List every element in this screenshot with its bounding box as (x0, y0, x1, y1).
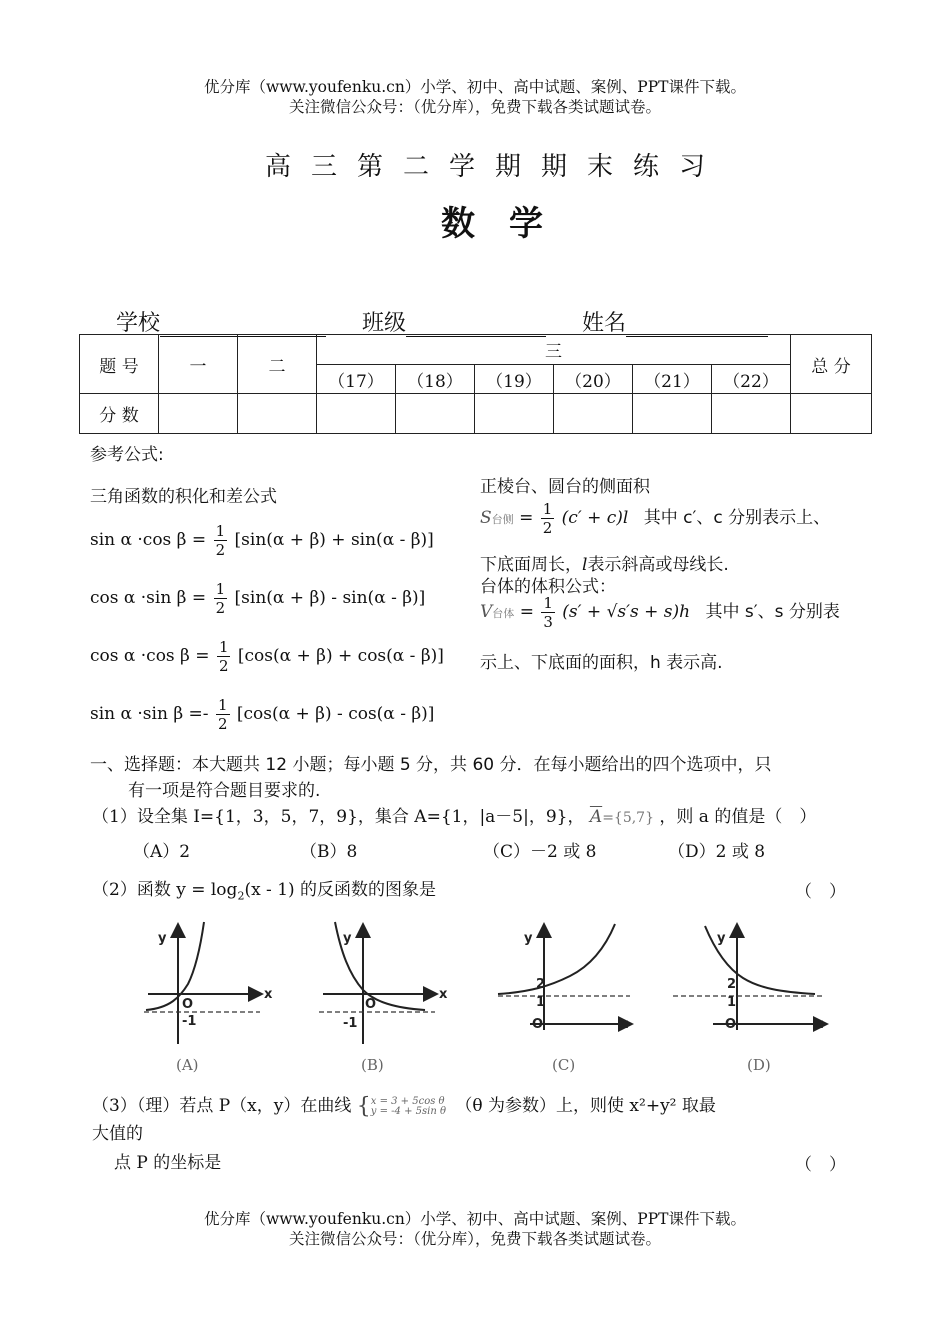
school-label: 学校 (116, 311, 161, 336)
header-q20: （20） (554, 365, 633, 394)
half-den: 2 (215, 599, 226, 617)
header-total: 总 分 (791, 335, 872, 394)
formula-4 (90, 696, 434, 733)
half-num: 1 (217, 696, 228, 714)
q1-option-d[interactable]: （D）2 或 8 (668, 842, 766, 862)
score-cell[interactable] (712, 394, 791, 434)
q1-option-a[interactable]: （A）2 (133, 842, 191, 862)
mark-2-label: 2 (536, 977, 546, 992)
q1-text: （1）设全集 I={1，3，5，7，9}，集合 A={1，|a－5|，9}， (92, 807, 585, 827)
formulas-heading: 参考公式: (90, 445, 164, 465)
y-label: y (524, 931, 533, 946)
formula-1-lhs: sin α ·cos β = (90, 530, 207, 550)
header-part-2: 二 (238, 335, 317, 394)
question-3: （3）（理）若点 P（x，y）在曲线 { x = 3 + 5cos θ y = -4 + 5sin θ （θ 为参数）上，则使 x²+y² 取最 (92, 1093, 716, 1119)
third-num: 1 (543, 594, 553, 612)
s-note: 其中 c′、c 分别表示上、 (643, 508, 831, 528)
formula-4-rhs: [cos(α + β) - cos(α - β)] (236, 704, 435, 724)
header-part-1: 一 (159, 335, 238, 394)
y-label: y (717, 931, 726, 946)
exam-subject: 数学 (441, 204, 577, 244)
question-1 (92, 804, 816, 831)
section-1-line1: 一、选择题：本大题共 12 小题；每小题 5 分，共 60 分．在每小题给出的四个选项中，只 (90, 755, 772, 775)
s-note3: 表示斜高或母线长. (587, 555, 729, 575)
footer-line-1: 优分库（www.youfenku.cn）小学、初中、高中试题、案例、PPT课件下载。 (203, 1210, 747, 1228)
x-label: x (620, 1017, 629, 1032)
q3-answer-paren[interactable]: （ ） (795, 1155, 846, 1175)
header-q19: （19） (475, 365, 554, 394)
graph-d[interactable] (665, 912, 865, 1082)
score-cell[interactable] (475, 394, 554, 434)
q1-complement: $\overline{A}$ (589, 807, 603, 827)
formula-1-rhs: [sin(α + β) + sin(α - β)] (234, 530, 434, 550)
q2-text: （2）函数 y = log (92, 880, 238, 900)
score-cell[interactable] (396, 394, 475, 434)
score-cell[interactable] (159, 394, 238, 434)
q3-system-1: x = 3 + 5cos θ (370, 1095, 445, 1107)
header-part-3: 三 (317, 335, 791, 365)
q1-option-b[interactable]: （B）8 (300, 842, 358, 862)
half-den: 2 (215, 541, 226, 559)
formula-3-rhs: [cos(α + β) + cos(α - β)] (237, 646, 444, 666)
section-1-line2: 有一项是符合题目要求的. (128, 781, 321, 801)
volume-heading: 台体的体积公式： (480, 577, 616, 597)
half-den: 2 (217, 715, 228, 733)
header-q18: （18） (396, 365, 475, 394)
header-line-1: 优分库（www.youfenku.cn）小学、初中、高中试题、案例、PPT课件下载。 (203, 78, 747, 96)
formula-3 (90, 638, 444, 675)
score-cell[interactable] (554, 394, 633, 434)
q1-option-c[interactable]: （C）－2 或 8 (483, 842, 597, 862)
question-2 (92, 877, 436, 909)
trig-heading: 三角函数的积化和差公式 (90, 487, 277, 507)
score-cell[interactable] (238, 394, 317, 434)
class-label: 班级 (362, 311, 407, 336)
formula-1 (90, 522, 434, 559)
s-sub: 台侧 (491, 513, 514, 526)
x-label: x (264, 987, 273, 1002)
curve (146, 922, 204, 1010)
y-label: y (343, 931, 352, 946)
score-table (79, 334, 872, 434)
frustum-area-formula: S台侧 = $\frac{1}{2}$ (c′ + c)l 其中 c′、c 分别表示上、 (480, 500, 831, 537)
v-sub: 台体 (492, 607, 515, 620)
mark-2-label: 2 (727, 977, 737, 992)
q3-prefix: （3）（理）若点 P（x，y）在曲线 (92, 1096, 352, 1116)
header-q17: （17） (317, 365, 396, 394)
x-label: x (815, 1017, 824, 1032)
graph-b[interactable] (315, 912, 515, 1082)
q1-complement-set: ={5,7} (602, 810, 654, 826)
origin-label: O (365, 997, 377, 1012)
score-cell[interactable] (317, 394, 396, 434)
graph-caption: (B) (361, 1056, 384, 1074)
half-den: 2 (542, 519, 553, 537)
origin-label: O (532, 1017, 544, 1032)
info-row (116, 306, 768, 337)
s-symbol: S (480, 508, 492, 528)
q1-tail: ，则 a 的值是（ ） (659, 807, 817, 827)
curve (498, 924, 615, 994)
formula-2-lhs: cos α ·sin β = (90, 588, 207, 608)
formula-4-lhs: sin α ·sin β =- (90, 704, 209, 724)
q3-line2: 大值的 (92, 1124, 143, 1144)
origin-label: O (725, 1017, 737, 1032)
header-q22: （22） (712, 365, 791, 394)
header-q21: （21） (633, 365, 712, 394)
v-symbol: V (480, 602, 493, 622)
half-num: 1 (215, 580, 226, 598)
name-label: 姓名 (582, 311, 627, 336)
exam-title: 高三第二学期期末练习 (264, 152, 725, 182)
frustum-volume-formula: V台体 = $\frac{1}{3}$ (s′ + √s′s + s)h 其中 s′、s 分别表 (480, 594, 840, 631)
graph-c[interactable] (490, 912, 690, 1082)
graph-caption: (A) (176, 1056, 199, 1074)
mark-1-label: 1 (536, 995, 546, 1010)
v-note-line2: 示上、下底面的面积，h 表示高. (480, 653, 723, 673)
s-note2: 下底面周长， (480, 555, 582, 575)
header-line-2: 关注微信公众号：（优分库），免费下载各类试题试卷。 (288, 98, 661, 116)
q3-system-2: y = -4 + 5sin θ (370, 1105, 446, 1117)
formula-2 (90, 580, 425, 617)
score-row-label: 分 数 (80, 394, 159, 434)
origin-label: O (182, 997, 194, 1012)
graph-caption: (C) (552, 1056, 576, 1074)
q2-text2: (x - 1) 的反函数的图象是 (244, 880, 437, 900)
q2-answer-paren[interactable]: （ ） (795, 882, 846, 902)
mark-label: -1 (182, 1014, 197, 1029)
s-expr: (c′ + c)l (561, 508, 629, 528)
v-expr: (s′ + √s′s + s)h (562, 602, 691, 622)
mark-1-label: 1 (727, 995, 737, 1010)
mark-label: -1 (343, 1016, 358, 1031)
frustum-heading: 正棱台、圆台的侧面积 (480, 477, 650, 497)
header-question-no: 题 号 (80, 335, 159, 394)
formula-2-rhs: [sin(α + β) - sin(α - β)] (234, 588, 426, 608)
section-1-instructions (90, 752, 870, 804)
third-den: 3 (543, 613, 553, 631)
half-den: 2 (218, 657, 229, 675)
y-label: y (158, 931, 167, 946)
score-cell[interactable] (791, 394, 872, 434)
l-symbol: l (582, 555, 588, 575)
footer-line-2: 关注微信公众号：（优分库），免费下载各类试题试卷。 (288, 1230, 661, 1248)
q2-sub: 2 (237, 889, 245, 903)
formula-3-lhs: cos α ·cos β = (90, 646, 210, 666)
q3-suffix: （θ 为参数）上，则使 x²+y² 取最 (455, 1096, 716, 1116)
graph-a[interactable] (140, 912, 340, 1082)
q3-line3: 点 P 的坐标是 (114, 1153, 222, 1173)
half-num: 1 (542, 500, 553, 518)
x-label: x (439, 987, 448, 1002)
graph-caption: (D) (747, 1056, 771, 1074)
half-num: 1 (218, 638, 229, 656)
v-note: 其中 s′、s 分别表 (705, 602, 840, 622)
half-num: 1 (215, 522, 226, 540)
score-cell[interactable] (633, 394, 712, 434)
